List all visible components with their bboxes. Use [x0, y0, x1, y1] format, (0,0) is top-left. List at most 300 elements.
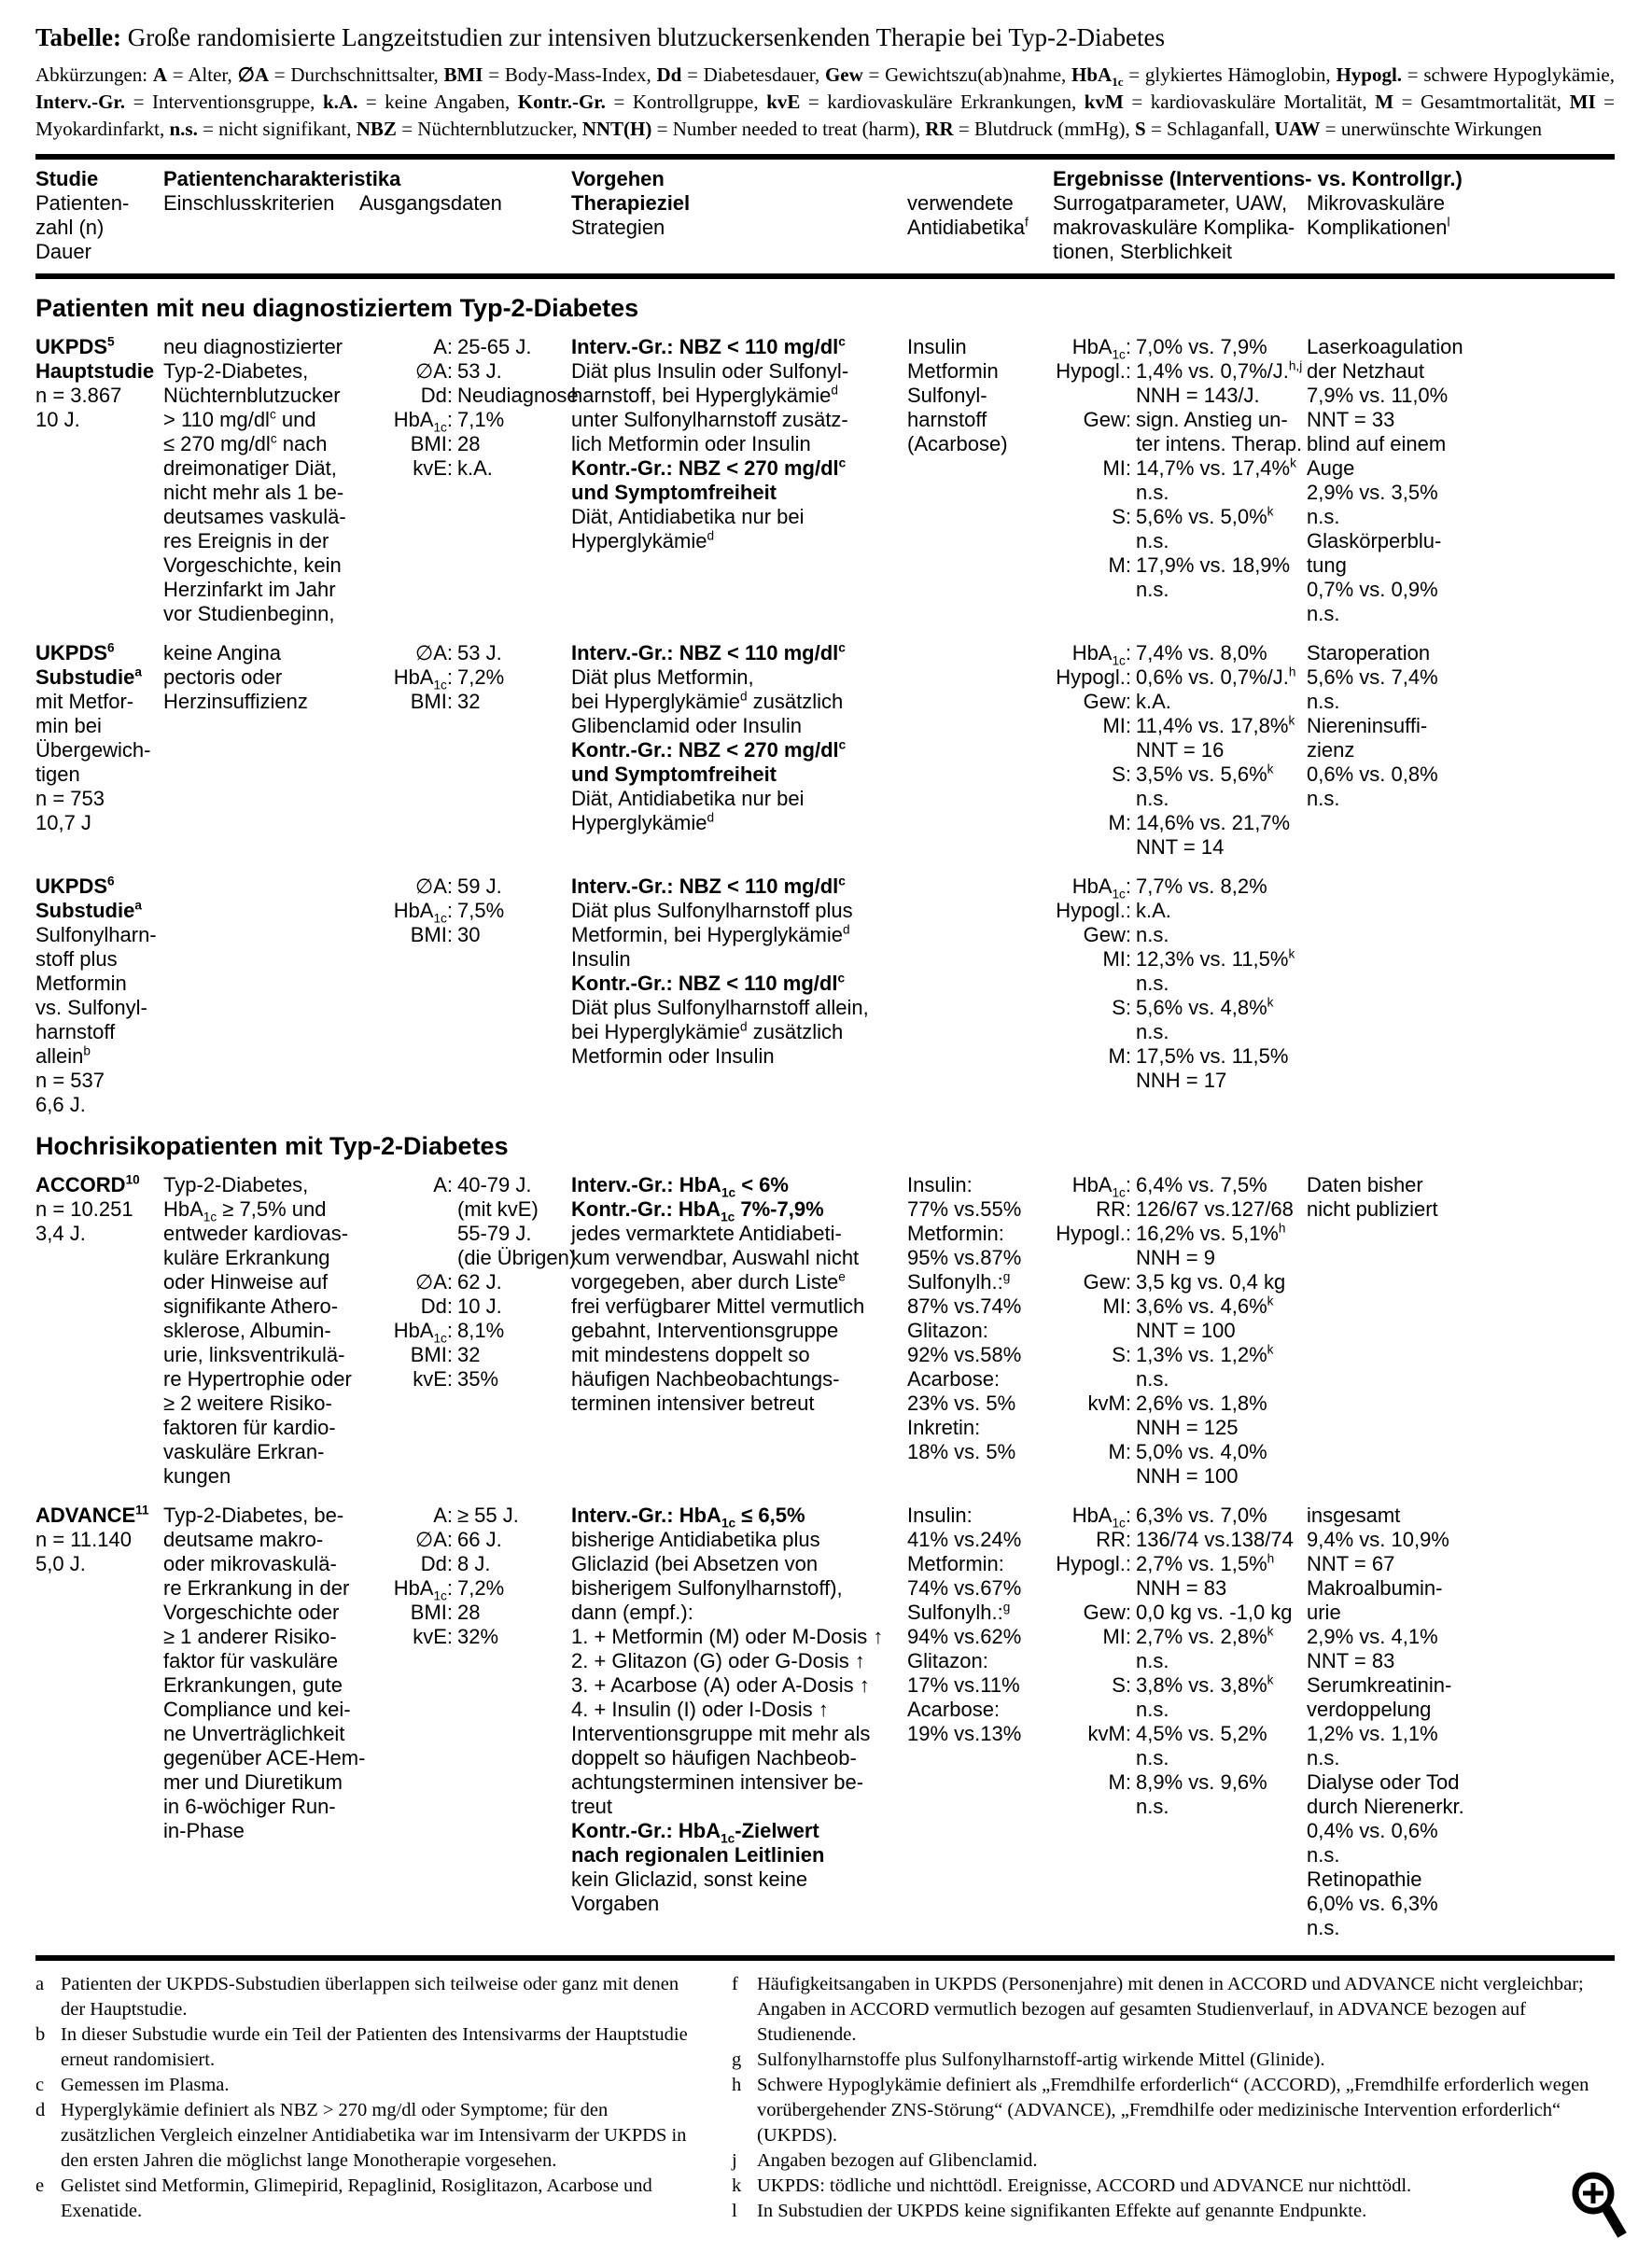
text-line: Substudie$^a$ [35, 664, 142, 689]
page-title-label: Tabelle: [35, 23, 122, 51]
text-line: Vorgaben [571, 1892, 660, 1915]
text-line: ≥ 2 weitere Risiko- [163, 1392, 332, 1415]
text-line: 19% vs.13% [907, 1722, 1022, 1745]
text-line: HbA$_{1c}$ ≥ 7,5% und [163, 1197, 327, 1224]
kv-value: 30 [457, 923, 481, 946]
kv-label: HbA$_{1c}$: [393, 408, 453, 435]
key-value-line [1053, 996, 1301, 1020]
kv-value: 1,3% vs. 1,2%$^k$ [1136, 1342, 1274, 1366]
text-line: häufigen Nachbeobachtungs- [571, 1367, 840, 1391]
kv-value: k.A. [457, 456, 493, 480]
text-line: > 110 $mg/dl^c$ und [163, 407, 316, 431]
text-line: ACCORD$^{10}$ [35, 1172, 140, 1196]
kv-label: Gew: [1083, 408, 1131, 431]
kv-label [1053, 481, 1131, 505]
text-line: durch Nierenerkr. [1307, 1795, 1464, 1818]
text-line: mer und Diuretikum [163, 1770, 343, 1794]
cell-mikrovaskulaere-komplikationen [1307, 1504, 1615, 1940]
text-line: stoff plus [35, 947, 118, 971]
cell-mikrovaskulaere-komplikationen [1307, 335, 1615, 626]
footnote [732, 1972, 1615, 2048]
kv-value: 2,7% vs. 2,8%$^k$ [1136, 1624, 1274, 1648]
text-line: n.s. [1307, 602, 1340, 625]
footnote-text: Sulfonylharnstoffe plus Sulfonylharnstoff-artig wirkende Mittel (Glinide). [757, 2049, 1325, 2070]
kv-value: 3,8% vs. 3,8%$^k$ [1136, 1672, 1274, 1697]
text-line: n = 537 [35, 1069, 105, 1092]
text-line: 2. + Glitazon (G) oder G-Dosis ↑ [571, 1649, 865, 1672]
text-line: unter Sulfonylharnstoff zusätz- [571, 408, 848, 431]
key-value-line [359, 641, 566, 665]
kv-value: 5,6% vs. 5,0%$^k$ [1136, 504, 1274, 528]
text-line: Sulfonyl- [907, 384, 987, 407]
text-line: signifikante Athero- [163, 1294, 339, 1318]
cell-einschlusskriterien [163, 1173, 359, 1489]
kv-label: HbA$_{1c}$: [1071, 1504, 1131, 1531]
text-line: deutsame makro- [163, 1528, 324, 1551]
text-line: Insulin: [907, 1173, 973, 1196]
footnote [732, 2199, 1615, 2224]
footnote-text: Schwere Hypoglykämie definiert als „Fremdhilfe erforderlich“ (ACCORD), „Fremdhilfe erforderlich wegen vorübergehender ZNS-Störung“ (ADVANCE), „Fremdhilfe oder medizinische Intervention erforderlich“ (UKPDS). [757, 2075, 1589, 2146]
key-value-line [1053, 1416, 1301, 1440]
text-line: harnstoff [907, 408, 987, 431]
text-line: blind auf einem [1307, 432, 1447, 455]
kv-label: HbA$_{1c}$: [393, 665, 453, 692]
key-value-line [359, 1319, 566, 1346]
footnote-text: Angaben bezogen auf Glibenclamid. [757, 2150, 1038, 2171]
kv-label: S: [1112, 996, 1131, 1019]
text-line: Interventionsgruppe mit mehr als [571, 1722, 871, 1745]
footnote [35, 2073, 698, 2098]
cell-studie [35, 335, 163, 626]
kv-label [1053, 529, 1131, 553]
text-line: NNT = 83 [1307, 1649, 1395, 1672]
text-line: Metformin [907, 359, 999, 383]
cell-einschlusskriterien [163, 641, 359, 860]
text-line: Kontr.-Gr.: NBZ < 270 $mg/dl^c$ [571, 455, 847, 480]
study-row [35, 335, 1615, 626]
kv-label: A: [433, 1504, 453, 1527]
kv-label: RR: [1096, 1197, 1131, 1221]
footnote-text: Gemessen im Plasma. [61, 2075, 230, 2095]
cell-studie [35, 1504, 163, 1940]
key-value-line [1053, 1173, 1301, 1200]
text-line: Typ-2-Diabetes, [163, 359, 309, 383]
text-line: tung [1307, 553, 1347, 577]
header-einschlusskriterien: Einschlusskriterien [163, 191, 335, 215]
text-line: gegenüber ACE-Hem- [163, 1746, 366, 1769]
text-line: Metformin, bei Hyperglykämie$^d$ [571, 922, 850, 946]
text-line: 95% vs.87% [907, 1246, 1022, 1269]
text-line: 10 J. [35, 408, 80, 431]
kv-label: HbA$_{1c}$: [1071, 1173, 1131, 1200]
kv-value: n.s. [1136, 787, 1169, 810]
kv-value: 136/74 vs.138/74 [1136, 1528, 1294, 1551]
cell-ausgangsdaten [359, 335, 579, 626]
key-value-line [359, 432, 566, 456]
key-value-line [359, 335, 566, 359]
kv-label [1053, 1246, 1131, 1270]
key-value-line [359, 1367, 566, 1392]
cell-mikrovaskulaere-komplikationen [1307, 874, 1615, 1117]
key-value-line [1053, 505, 1301, 529]
text-line: Erkrankungen, gute [163, 1673, 343, 1697]
kv-label: S: [1112, 762, 1131, 786]
text-line: 5,6% vs. 7,4% [1307, 665, 1438, 689]
text-line: faktor für vaskuläre [163, 1649, 339, 1672]
text-line: oder Hinweise auf [163, 1270, 329, 1294]
kv-label: Gew: [1083, 1601, 1131, 1624]
text-line: jedes vermarktete Antidiabeti- [571, 1222, 842, 1245]
kv-label: BMI: [410, 690, 453, 713]
text-line: Staroperation [1307, 641, 1431, 664]
kv-label: MI: [1102, 1294, 1131, 1318]
text-line: kuläre Erkrankung [163, 1246, 330, 1269]
text-line: vor Studienbeginn, [163, 602, 335, 625]
footnote-key: l [732, 2201, 737, 2221]
text-line: deutsames vaskulä- [163, 505, 346, 528]
text-line: keine Angina [163, 641, 281, 664]
kv-label [1053, 1649, 1131, 1673]
text-line: Vorgeschichte oder [163, 1601, 340, 1624]
kv-label: HbA$_{1c}$: [1071, 641, 1131, 668]
kv-value: 35% [457, 1367, 499, 1391]
kv-label [359, 1246, 453, 1270]
text-line: 87% vs.74% [907, 1294, 1022, 1318]
kv-label: kvE: [413, 1625, 453, 1648]
kv-value: n.s. [1136, 529, 1169, 553]
study-row [35, 874, 1615, 1117]
kv-value: 1,4% vs. 0,7%/J.$^{h,j}$ [1136, 358, 1303, 383]
text-line: mit mindestens doppelt so [571, 1343, 810, 1366]
text-line: 41% vs.24% [907, 1528, 1022, 1551]
text-line: Kontr.-Gr.: NBZ < 270 $mg/dl^c$ [571, 737, 847, 762]
key-value-line [1053, 972, 1301, 996]
header-antidiabetika: verwendete Antidiabetika$^f$ [907, 191, 1029, 239]
text-line: res Ereignis in der [163, 529, 329, 553]
key-value-line [359, 1528, 566, 1552]
kv-value: 53 J. [457, 359, 502, 383]
footnotes [35, 1972, 1615, 2224]
text-line: Sulfonylh.:$^g$ [907, 1600, 1011, 1624]
kv-label: HbA$_{1c}$: [1071, 874, 1131, 902]
cell-surrogatparameter [1053, 641, 1307, 860]
text-line: n.s. [1307, 787, 1340, 810]
text-line: n = 10.251 [35, 1197, 133, 1221]
kv-label: Hypogl.: [1056, 1552, 1131, 1575]
kv-label: M: [1108, 811, 1131, 834]
key-value-line [359, 1552, 566, 1576]
text-line: vs. Sulfonyl- [35, 996, 147, 1019]
text-line: ≥ 1 anderer Risiko- [163, 1625, 337, 1648]
kv-label [1053, 1367, 1131, 1392]
abbreviations: Abkürzungen: A = Alter, ∅A = Durchschnittsalter, BMI = Body-Mass-Index, Dd = Diabetesdauer, Gew = Gewichtszu(ab)nahme, HbA$_{1c}$ = glykiertes Hämoglobin, Hypogl. = schwere Hypoglykämie, Interv.-Gr. = Interventionsgruppe, k.A. = keine Angaben, Kontr.-Gr. = Kontrollgruppe, kvE = kardiovaskuläre Erkrankungen, kvM = kardiovaskuläre Mortalität, M = Gesamtmortalität, MI = Myokardinfarkt, n.s. = nicht signifikant, NBZ = Nüchternblutzucker, NNT(H) = Number needed to treat (harm), RR = Blutdruck (mmHg), S = Schlaganfall, UAW = unerwünschte Wirkungen [35, 63, 1616, 140]
key-value-line [1053, 529, 1301, 553]
text-line: Insulin: [907, 1504, 973, 1527]
kv-value: Neudiagnose [457, 384, 579, 407]
text-line: Interv.-Gr.: NBZ < 110 $mg/dl^c$ [571, 640, 846, 664]
kv-value: 14,6% vs. 21,7% [1136, 811, 1291, 834]
divider-header [35, 273, 1615, 279]
key-value-line [1053, 1294, 1301, 1319]
kv-label: HbA$_{1c}$: [1071, 335, 1131, 362]
text-line: Daten bisher [1307, 1173, 1423, 1196]
kv-label [1053, 432, 1131, 456]
text-line: 92% vs.58% [907, 1343, 1022, 1366]
text-line: kum verwendbar, Auswahl nicht [571, 1246, 860, 1269]
kv-label: S: [1112, 1343, 1131, 1366]
key-value-line [359, 874, 566, 899]
text-line: Diät plus Metformin, [571, 665, 754, 689]
kv-label [359, 1197, 453, 1222]
kv-value: 5,0% vs. 4,0% [1136, 1440, 1267, 1463]
kv-value: 25-65 J. [457, 335, 532, 358]
kv-label: Hypogl.: [1056, 1222, 1131, 1245]
study-row [35, 1504, 1615, 1940]
kv-value: 17,9% vs. 18,9% [1136, 553, 1291, 577]
text-line: (Acarbose) [907, 432, 1008, 455]
text-line: Typ-2-Diabetes, [163, 1173, 309, 1196]
text-line: Niereninsuffi- [1307, 714, 1428, 737]
cell-studie [35, 641, 163, 860]
kv-value: 3,6% vs. 4,6%$^k$ [1136, 1294, 1274, 1318]
kv-label: BMI: [410, 923, 453, 946]
kv-value: n.s. [1136, 1795, 1169, 1818]
cell-antidiabetika [907, 874, 1053, 1117]
kv-label: kvE: [413, 1367, 453, 1391]
kv-value: 66 J. [457, 1528, 502, 1551]
footnote-key: a [35, 1974, 45, 1994]
kv-value: 7,2% [457, 665, 505, 689]
key-value-line [1053, 1044, 1301, 1069]
kv-value: 8,9% vs. 9,6% [1136, 1770, 1267, 1794]
study-row [35, 641, 1615, 860]
text-line: der Netzhaut [1307, 359, 1424, 383]
cell-therapieziel-strategien [571, 641, 907, 860]
study-section [35, 1132, 1615, 1940]
kv-label: BMI: [410, 432, 453, 455]
cell-einschlusskriterien [163, 1504, 366, 1940]
footnote [35, 2098, 698, 2174]
kv-label: ∅A: [415, 641, 453, 664]
kv-label [1053, 578, 1131, 602]
footnote-text: UKPDS: tödliche und nichttödl. Ereignisse, ACCORD und ADVANCE nur nichttödl. [757, 2175, 1412, 2196]
footnote-text: In dieser Substudie wurde ein Teil der Patienten des Intensivarms der Hauptstudie erneut randomisiert. [61, 2024, 688, 2070]
text-line: 2,9% vs. 3,5% [1307, 481, 1438, 504]
cell-antidiabetika [907, 335, 1053, 626]
kv-value: NNH = 83 [1136, 1576, 1227, 1600]
kv-label [1053, 787, 1131, 811]
key-value-line [359, 359, 566, 384]
text-line: Serumkreatinin- [1307, 1673, 1452, 1697]
text-line: faktoren für kardio- [163, 1416, 336, 1439]
text-line: Metformin oder Insulin [571, 1044, 775, 1068]
kv-label: ∅A: [415, 1528, 453, 1551]
key-value-line [359, 1222, 566, 1246]
kv-value: (mit kvE) [457, 1197, 539, 1221]
key-value-line [1053, 1673, 1301, 1698]
text-line: n = 11.140 [35, 1528, 132, 1551]
text-line: urie [1307, 1601, 1341, 1624]
text-line: Diät plus Sulfonylharnstoff plus [571, 899, 853, 922]
footnote-key: d [35, 2100, 46, 2120]
footnotes-left-column [35, 1972, 698, 2224]
text-line: n.s. [1307, 1746, 1340, 1769]
text-line: ne Unverträglichkeit [163, 1722, 345, 1745]
text-line: bei Hyperglykämie$^d$ zusätzlich [571, 1019, 844, 1043]
key-value-line [1053, 1504, 1301, 1531]
kv-label [1053, 1020, 1131, 1044]
kv-label: M: [1108, 1044, 1131, 1068]
kv-value: 7,2% [457, 1576, 505, 1600]
footnote-key: f [732, 1974, 738, 1994]
kv-label [1053, 1576, 1131, 1601]
text-line: verdoppelung [1307, 1698, 1432, 1721]
kv-value: n.s. [1136, 923, 1169, 946]
kv-value: 59 J. [457, 874, 502, 898]
text-line: 10,7 J [35, 811, 91, 834]
kv-label: MI: [1102, 1625, 1131, 1648]
text-line: bisherigem Sulfonylharnstoff), [571, 1576, 843, 1600]
kv-label: BMI: [410, 1343, 453, 1366]
kv-value: n.s. [1136, 1649, 1169, 1672]
kv-value: 40-79 J. [457, 1173, 532, 1196]
kv-value: 53 J. [457, 641, 502, 664]
cell-mikrovaskulaere-komplikationen [1307, 641, 1615, 860]
header-mikrovaskulaere-komplikationen: Mikrovaskuläre Komplikationen$^l$ [1307, 191, 1450, 239]
key-value-line [1053, 1464, 1301, 1489]
footnote-text: In Substudien der UKPDS keine signifikanten Effekte auf genannte Endpunkte. [757, 2201, 1367, 2221]
kv-value: NNH = 125 [1136, 1416, 1239, 1439]
header-ergebnisse: Ergebnisse (Interventions- vs. Kontrollgr.) [1053, 167, 1463, 190]
footnote-key: j [732, 2150, 737, 2171]
text-line: Dialyse oder Tod [1307, 1770, 1460, 1794]
text-line: min bei [35, 714, 102, 737]
kv-value: NNT = 14 [1136, 835, 1225, 859]
text-line: Herzinsuffizienz [163, 690, 308, 713]
text-line: 23% vs. 5% [907, 1392, 1016, 1415]
text-line: 0,7% vs. 0,9% [1307, 578, 1438, 601]
text-line: lich Metformin oder Insulin [571, 432, 811, 455]
key-value-line [359, 690, 566, 714]
kv-value: n.s. [1136, 1020, 1169, 1043]
text-line: doppelt so häufigen Nachbeob- [571, 1746, 857, 1769]
text-line: 5,0 J. [35, 1552, 86, 1575]
text-line: Compliance und kei- [163, 1698, 351, 1721]
text-line: Inkretin: [907, 1416, 981, 1439]
magnifier-plus-icon[interactable] [1570, 2170, 1628, 2245]
kv-value: 32 [457, 690, 481, 713]
key-value-line [1053, 738, 1301, 762]
text-line: in 6-wöchiger Run- [163, 1795, 336, 1818]
key-value-line [359, 456, 566, 481]
kv-label: MI: [1102, 947, 1131, 971]
kv-label: Dd: [420, 1552, 453, 1575]
text-line: harnstoff, bei Hyperglykämie$^d$ [571, 383, 838, 407]
text-line: Interv.-Gr.: NBZ < 110 $mg/dl^c$ [571, 874, 846, 898]
text-line: n.s. [1307, 505, 1340, 528]
text-line: Glaskörperblu- [1307, 529, 1442, 553]
text-line: Diät plus Insulin oder Sulfonyl- [571, 359, 849, 383]
kv-value: sign. Anstieg un- [1136, 408, 1288, 431]
text-line: Kontr.-Gr.: NBZ < 110 $mg/dl^c$ [571, 971, 846, 995]
kv-value: 3,5 kg vs. 0,4 kg [1136, 1270, 1286, 1294]
key-value-line [1053, 641, 1301, 668]
cell-antidiabetika [907, 1504, 1053, 1940]
text-line: Interv.-Gr.: HbA$_{1c}$ ≤ 6,5% [571, 1504, 805, 1531]
key-value-line [1053, 690, 1301, 714]
key-value-line [359, 1197, 566, 1222]
text-line: Acarbose: [907, 1367, 1001, 1391]
kv-value: n.s. [1136, 578, 1169, 601]
text-line: re Erkrankung in der [163, 1576, 350, 1600]
kv-label [1053, 1464, 1131, 1489]
key-value-line [1053, 1367, 1301, 1392]
text-line: Metformin: [907, 1552, 1004, 1575]
key-value-line [1053, 1746, 1301, 1770]
key-value-line [1053, 811, 1301, 835]
key-value-line [359, 1270, 566, 1294]
kv-label: ∅A: [415, 874, 453, 898]
kv-value: 8,1% [457, 1319, 505, 1342]
kv-label: S: [1112, 1673, 1131, 1697]
kv-value: 14,7% vs. 17,4%$^k$ [1136, 455, 1296, 480]
text-line: Sulfonylharn- [35, 923, 157, 946]
text-line: oder mikrovaskulä- [163, 1552, 337, 1575]
header-ausgangsdaten: Ausgangsdaten [359, 191, 502, 215]
table-body [35, 294, 1615, 1940]
text-line: 0,6% vs. 0,8% [1307, 762, 1438, 786]
key-value-line [359, 1246, 577, 1270]
kv-label: Dd: [420, 1294, 453, 1318]
key-value-line [1053, 1770, 1301, 1795]
kv-label: BMI: [410, 1601, 453, 1624]
cell-therapieziel-strategien [571, 335, 907, 626]
key-value-line [1053, 578, 1301, 602]
kv-label: Gew: [1083, 690, 1131, 713]
key-value-line [359, 1576, 566, 1601]
text-line: Nüchternblutzucker [163, 384, 341, 407]
text-line: Kontr.-Gr.: HbA$_{1c}$-Zielwert [571, 1819, 819, 1846]
kv-label: MI: [1102, 714, 1131, 737]
kv-value: NNH = 100 [1136, 1464, 1239, 1488]
kv-label: HbA$_{1c}$: [393, 1319, 453, 1346]
study-row [35, 1173, 1615, 1489]
text-line: harnstoff [35, 1020, 116, 1043]
key-value-line [359, 923, 566, 947]
cell-surrogatparameter [1053, 1504, 1307, 1940]
text-line: Interv.-Gr.: NBZ < 110 $mg/dl^c$ [571, 334, 846, 358]
key-value-line [1053, 1020, 1301, 1044]
footnote [35, 2022, 698, 2073]
kv-value: 6,3% vs. 7,0% [1136, 1504, 1267, 1527]
cell-einschlusskriterien [163, 335, 359, 626]
text-line: entweder kardiovas- [163, 1222, 349, 1245]
text-line: 1. + Metformin (M) oder M-Dosis ↑ [571, 1625, 884, 1648]
kv-label: MI: [1102, 456, 1131, 480]
key-value-line [1053, 553, 1301, 578]
kv-value: 17,5% vs. 11,5% [1136, 1044, 1289, 1068]
text-line: Retinopathie [1307, 1867, 1422, 1891]
kv-label [1053, 1416, 1131, 1440]
text-line: mit Metfor- [35, 690, 134, 713]
cell-einschlusskriterien [163, 874, 359, 1117]
cell-therapieziel-strategien [571, 874, 907, 1117]
key-value-line [1053, 1343, 1301, 1367]
kv-label: kvE: [413, 456, 453, 480]
text-line: 94% vs.62% [907, 1625, 1022, 1648]
text-line: n.s. [1307, 1843, 1340, 1867]
key-value-line [1053, 1270, 1301, 1294]
